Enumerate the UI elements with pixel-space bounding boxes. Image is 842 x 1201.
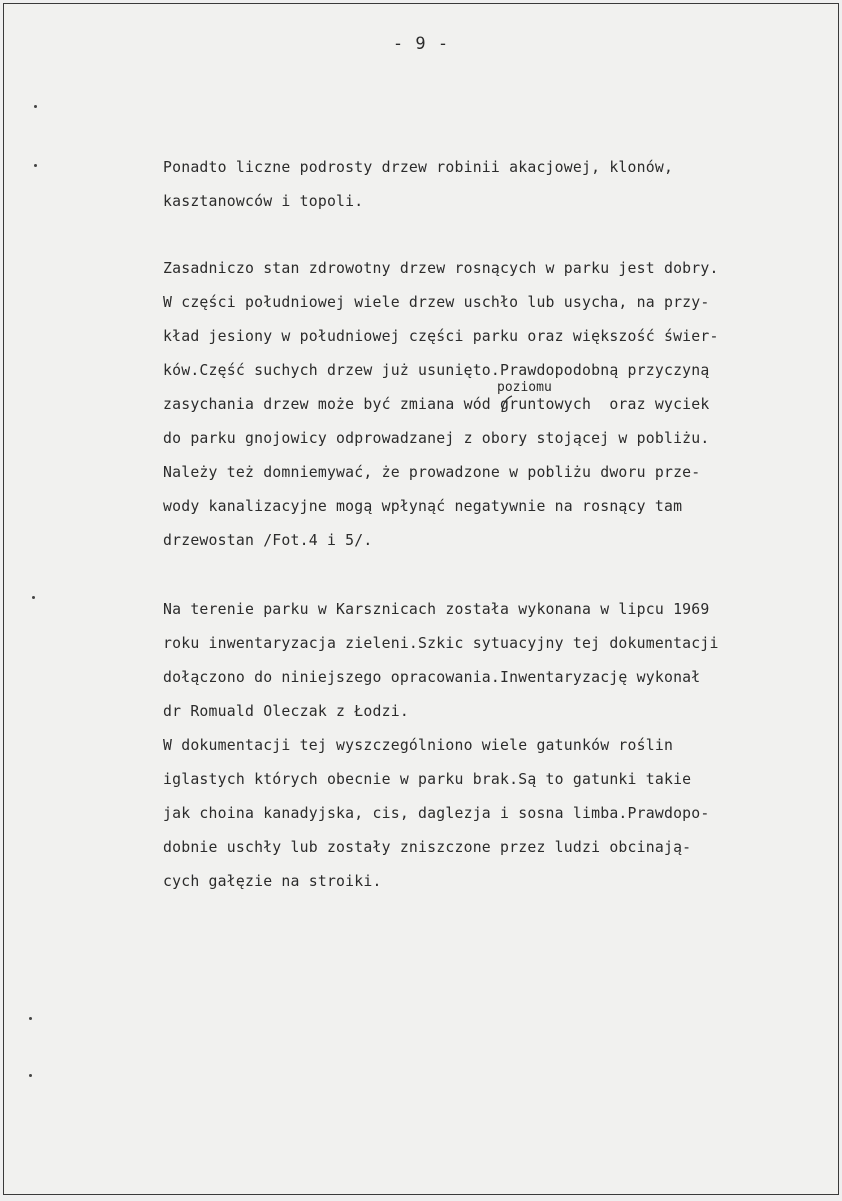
margin-mark bbox=[29, 1074, 32, 1077]
page-number: - 9 - bbox=[392, 34, 450, 54]
text-line: wody kanalizacyjne mogą wpłynąć negatywnie na rosnący tam bbox=[163, 498, 683, 515]
text-line: Należy też domniemywać, że prowadzone w pobliżu dworu prze- bbox=[163, 464, 701, 481]
text-line: Zasadniczo stan zdrowotny drzew rosnących w parku jest dobry. bbox=[163, 260, 719, 277]
text-line: Na terenie parku w Karsznicach została wykonana w lipcu 1969 bbox=[163, 601, 710, 618]
text-line: zasychania drzew może być zmiana wód gruntowych oraz wyciek bbox=[163, 396, 710, 413]
text-line: W dokumentacji tej wyszczególniono wiele gatunków roślin bbox=[163, 737, 674, 754]
margin-mark bbox=[34, 105, 37, 108]
text-line: do parku gnojowicy odprowadzanej z obory stojącej w pobliżu. bbox=[163, 430, 710, 447]
text-line: kasztanowców i topoli. bbox=[163, 193, 364, 210]
text-line: dr Romuald Oleczak z Łodzi. bbox=[163, 703, 409, 720]
text-line: drzewostan /Fot.4 i 5/. bbox=[163, 532, 373, 549]
text-line: cych gałęzie na stroiki. bbox=[163, 873, 382, 890]
text-line: jak choina kanadyjska, cis, daglezja i sosna limba.Prawdopo- bbox=[163, 805, 710, 822]
text-line: ków.Część suchych drzew już usunięto.Prawdopodobną przyczyną bbox=[163, 362, 710, 379]
handwritten-insertion: poziomu bbox=[497, 380, 552, 395]
text-line: Ponadto liczne podrosty drzew robinii akacjowej, klonów, bbox=[163, 159, 674, 176]
text-line: roku inwentaryzacja zieleni.Szkic sytuacyjny tej dokumentacji bbox=[163, 635, 719, 652]
document-page bbox=[3, 3, 839, 1195]
text-line: kład jesiony w południowej części parku oraz większość świer- bbox=[163, 328, 719, 345]
margin-mark bbox=[29, 1017, 32, 1020]
text-line: iglastych których obecnie w parku brak.Są to gatunki takie bbox=[163, 771, 692, 788]
text-line: dobnie uschły lub zostały zniszczone przez ludzi obcinają- bbox=[163, 839, 692, 856]
margin-mark bbox=[32, 596, 35, 599]
text-line: dołączono do niniejszego opracowania.Inwentaryzację wykonał bbox=[163, 669, 701, 686]
text-line: W części południowej wiele drzew uschło lub usycha, na przy- bbox=[163, 294, 710, 311]
margin-mark bbox=[34, 164, 37, 167]
